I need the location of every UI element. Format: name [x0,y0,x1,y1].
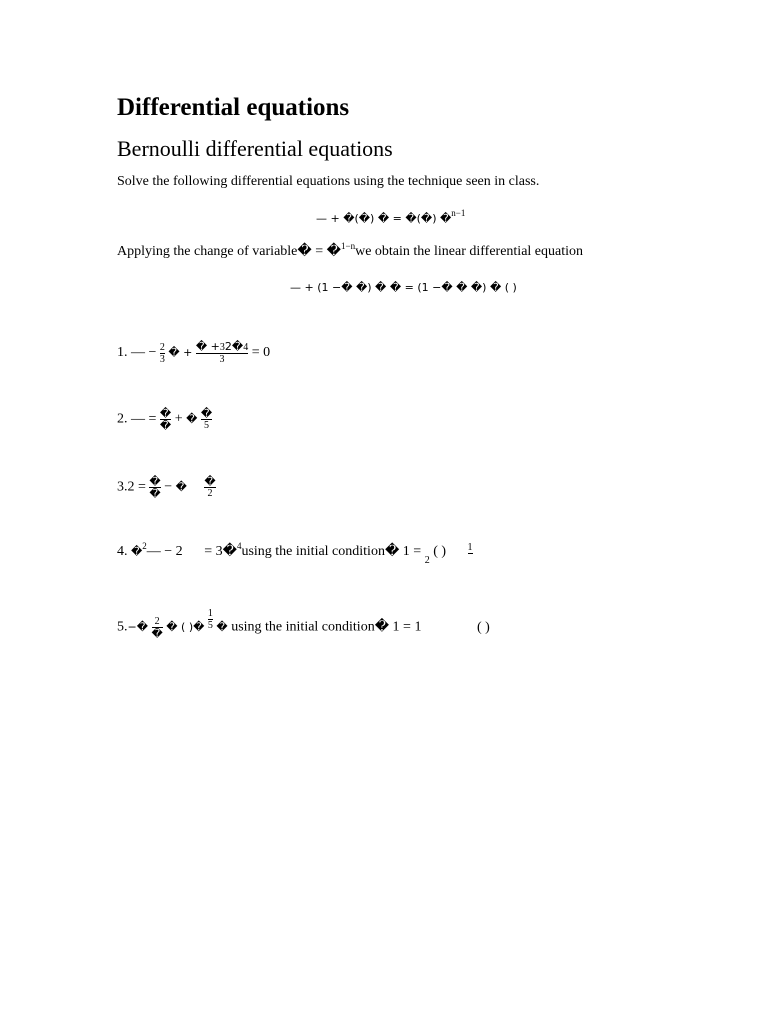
change-suffix: we obtain the linear differential equation [355,244,584,259]
problem-4-part: 4 [236,541,242,551]
fraction-den [468,553,473,554]
problem-4-part: using the initial condition� 1 = [241,544,425,559]
problem-4-part: 2 [142,541,147,551]
problem-1-part: � + [195,340,220,353]
change-of-variable-text [117,243,583,260]
problem-1-part: � + [168,346,196,360]
problem-1-part: 2� [224,340,244,353]
fraction-num: 1 [207,608,213,619]
problem-4-part: 2 [424,555,430,566]
fraction [468,542,473,554]
fraction-den: 3 [159,353,165,365]
instruction-text: Solve the following differential equations using the technique seen in class. [117,174,540,189]
problem-4 [117,541,473,566]
fraction [152,616,163,639]
problem-number: 5. [117,619,128,635]
problem-1-part: = 0 [251,345,271,361]
fraction [201,408,212,431]
general-equation-lhs: — + �(�) � = �(�) � [316,212,452,225]
page-title: Differential equations [117,94,350,121]
problem-number: 3. [117,479,128,495]
fraction-den: 2 [204,487,215,499]
problem-4-part: — − 2 [146,544,183,559]
fraction [160,408,171,431]
fraction [204,476,215,499]
problem-3-part: − [164,479,176,495]
fraction [196,341,248,365]
problem-5-part: ( ) [476,619,490,635]
problem-number: 1. [117,345,128,361]
problem-3-part: � [175,480,187,494]
fraction [149,476,160,499]
problem-5 [117,608,490,640]
fraction-den: � [151,627,163,640]
fraction-den: � [149,487,161,500]
problem-3 [117,476,216,499]
problem-1-part: — − [131,345,160,361]
problem-4-part: � [131,545,143,558]
problem-3-part: 2 = [127,479,150,495]
fraction [160,342,165,365]
problem-number: 4. [117,544,128,559]
fraction-num: � [159,407,172,420]
problem-1-part: 4 [243,342,249,353]
change-exponent: 1−n [341,241,356,251]
fraction-num: � [149,475,161,488]
linear-equation [290,280,517,296]
fraction [208,608,213,631]
problem-5-part: � [216,620,228,634]
problem-4-part: ( ) [433,544,447,559]
general-equation-exponent: n−1 [451,208,466,218]
problem-5-part: � ( )� [166,620,205,634]
problem-number: 2. [117,411,128,427]
fraction-den: 5 [201,419,212,431]
fraction-num: 2 [154,616,160,627]
change-prefix: Applying the change of variable� = � [117,244,341,259]
problem-2-part: + [174,411,187,427]
problem-4-part: = 3� [204,544,237,559]
fraction-den: 5 [207,620,213,631]
fraction-num: 1 [467,541,473,553]
section-subtitle: Bernoulli differential equations [117,136,393,161]
fraction-den: 3 [196,353,248,365]
fraction-den: � [159,419,172,432]
linear-equation-text: — + (1 −� �) � � = (1 −� � �) � ( ) [290,281,517,294]
problem-5-part: −� [127,620,148,634]
problem-1-part: 3 [219,342,225,353]
problem-2-part: � [186,412,198,426]
problem-2 [117,408,212,431]
problem-5-part: using the initial condition� 1 = 1 [231,619,422,635]
fraction-num: 2 [159,341,165,353]
bernoulli-general-equation [316,208,466,227]
fraction-num: � [200,407,213,420]
problem-1 [117,341,270,365]
fraction-num: � [204,475,216,488]
fraction-num [196,341,248,353]
problem-2-part: — = [131,411,160,427]
